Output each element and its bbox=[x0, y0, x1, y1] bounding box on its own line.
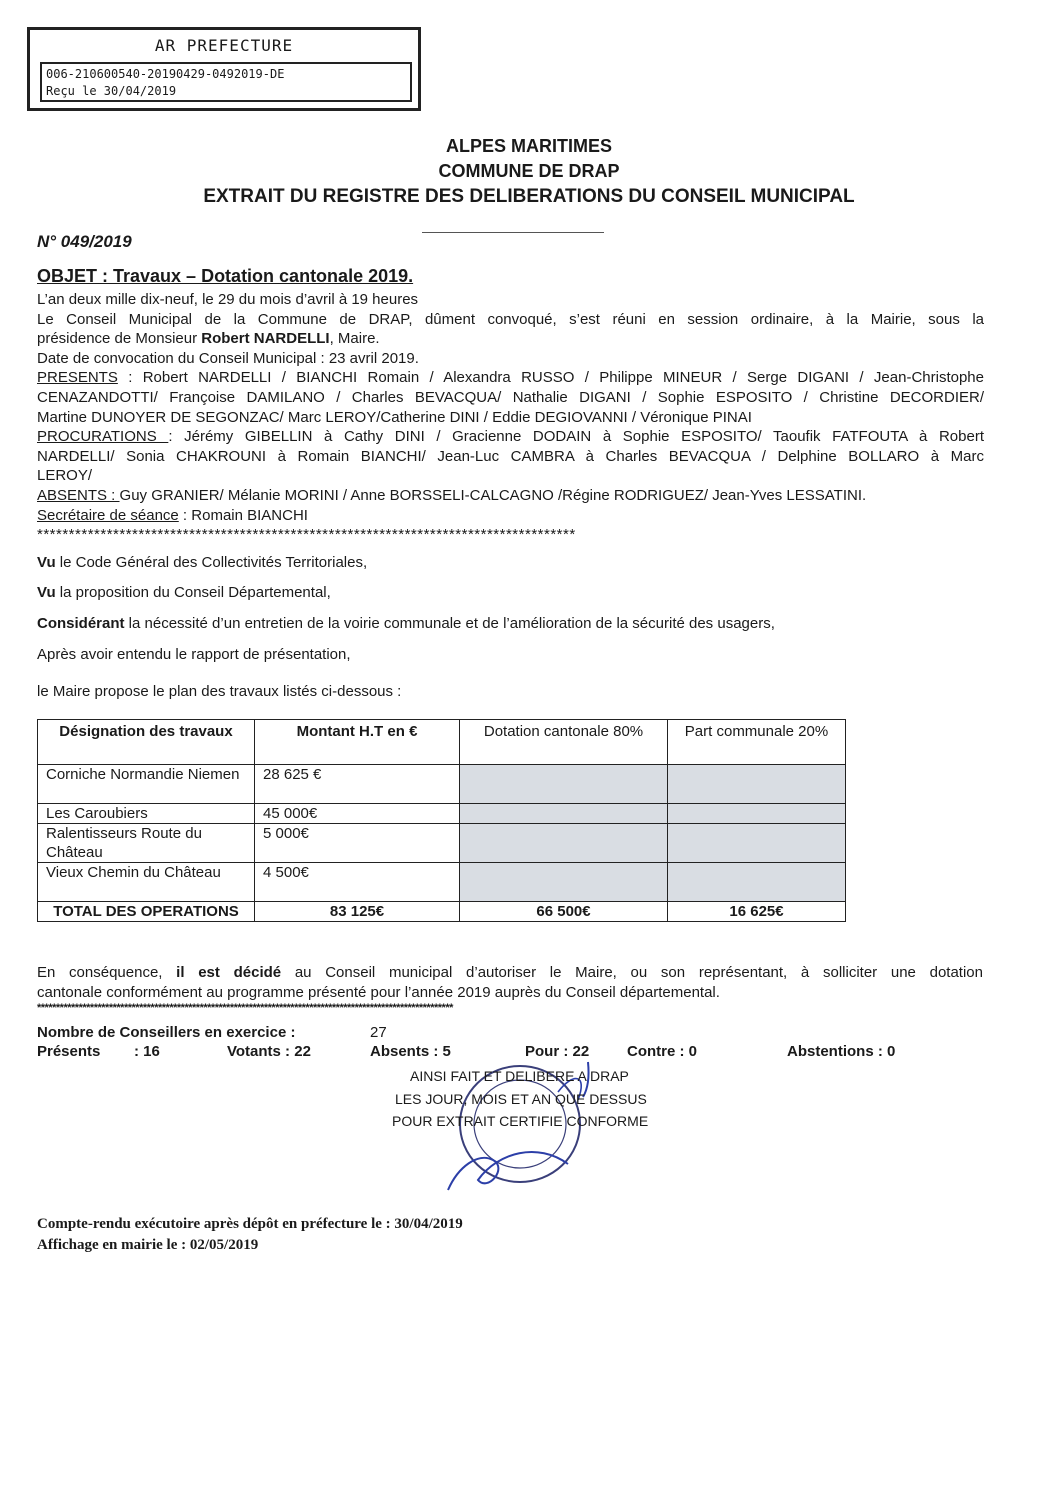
table-row bbox=[38, 804, 846, 824]
table-row bbox=[38, 824, 846, 863]
presents-label: PRESENTS bbox=[37, 369, 118, 387]
convocation-date: Date de convocation du Conseil Municipal : 23 avril 2019. bbox=[37, 349, 419, 367]
pour-count: Pour : 22 bbox=[525, 1043, 590, 1060]
dotation-header-text: Dotation cantonale 80% bbox=[483, 723, 644, 740]
abstentions-count: Abstentions : 0 bbox=[787, 1043, 896, 1060]
row-part bbox=[668, 863, 846, 902]
stamp-reference: 006-210600540-20190429-0492019-DE bbox=[46, 67, 285, 81]
objet-title: OBJET : Travaux – Dotation cantonale 2019. bbox=[37, 266, 414, 286]
row-part bbox=[668, 824, 846, 863]
vu-text-1: le Code Général des Collectivités Territoriales, bbox=[55, 554, 368, 571]
presents-line-3: Martine DUNOYER DE SEGONZAC/ Marc LEROY/Catherine DINI / Eddie DEGIOVANNI / Véronique PINAI bbox=[37, 408, 752, 426]
consequence-bold: il est décidé bbox=[176, 964, 282, 981]
separator-stars: ************************************************************************************* bbox=[37, 526, 576, 544]
stamp-received-date: Reçu le 30/04/2019 bbox=[46, 84, 177, 98]
header-department: ALPES MARITIMES bbox=[445, 136, 612, 156]
row-designation: Corniche Normandie Niemen bbox=[38, 765, 255, 804]
ar-prefecture-stamp bbox=[27, 27, 421, 111]
vu-text-2: la proposition du Conseil Départemental, bbox=[55, 584, 331, 601]
row-montant: 45 000€ bbox=[255, 804, 460, 824]
conseil-line-2 bbox=[37, 329, 984, 349]
conseil-line-1: Le Conseil Municipal de la Commune de DRAP, dûment convoqué, s’est réuni en session ordinaire, à la Mairie, sous la bbox=[37, 310, 984, 328]
total-montant: 83 125€ bbox=[255, 902, 460, 922]
consequence-pre: En conséquence, bbox=[37, 964, 177, 981]
procurations-line-1 bbox=[37, 427, 984, 447]
conseil-line-2-pre: présidence de Monsieur bbox=[37, 330, 202, 348]
row-montant: 28 625 € bbox=[255, 765, 460, 804]
row-designation: Ralentisseurs Route du Château bbox=[38, 824, 255, 863]
conseillers-exercice-value: 27 bbox=[370, 1024, 387, 1041]
row-dotation bbox=[460, 863, 668, 902]
presents-line-1 bbox=[37, 368, 984, 388]
president-name: Robert NARDELLI bbox=[201, 330, 330, 348]
vu-label-1: Vu bbox=[37, 554, 56, 571]
consequence-line-1 bbox=[37, 963, 983, 983]
row-dotation bbox=[460, 824, 668, 863]
total-label: TOTAL DES OPERATIONS bbox=[38, 902, 255, 922]
row-designation: Les Caroubiers bbox=[38, 804, 255, 824]
part-header-text: Part communale 20% bbox=[684, 723, 829, 740]
col-header-part bbox=[668, 720, 846, 765]
consequence-line-2: cantonale conformément au programme présenté pour l’année 2019 auprès du Conseil départemental. bbox=[37, 983, 720, 1001]
table-header-row bbox=[38, 720, 846, 765]
col-header-montant: Montant H.T en € bbox=[255, 720, 460, 765]
col-header-designation: Désignation des travaux bbox=[38, 720, 255, 765]
compte-rendu-executoire: Compte-rendu exécutoire après dépôt en préfecture le : 30/04/2019 bbox=[37, 1216, 463, 1232]
table-row bbox=[38, 765, 846, 804]
total-dotation: 66 500€ bbox=[460, 902, 668, 922]
votants-count: Votants : 22 bbox=[227, 1043, 311, 1060]
consequence-post: au Conseil municipal d’autoriser le Maire, ou son représentant, à solliciter une dotation bbox=[281, 964, 983, 981]
closing-line-1: AINSI FAIT ET DELIBERE A DRAP bbox=[410, 1068, 629, 1084]
presents-count-value: : 16 bbox=[134, 1043, 160, 1060]
secretaire-label: Secrétaire de séance bbox=[37, 506, 179, 524]
closing-line-2: LES JOUR, MOIS ET AN QUE DESSUS bbox=[395, 1091, 647, 1107]
closing-line-3: POUR EXTRAIT CERTIFIE CONFORME bbox=[392, 1113, 649, 1129]
considerant-text: la nécessité d’un entretien de la voirie communale et de l’amélioration de la sécurité des usagers, bbox=[124, 615, 775, 632]
absents-line bbox=[37, 486, 984, 506]
conseil-line-2-post: , Maire. bbox=[329, 330, 380, 348]
presents-count-label: Présents bbox=[37, 1043, 101, 1060]
row-montant: 5 000€ bbox=[255, 824, 460, 863]
header-title: EXTRAIT DU REGISTRE DES DELIBERATIONS DU CONSEIL MUNICIPAL bbox=[203, 186, 855, 207]
vu-code bbox=[37, 553, 367, 573]
procurations-text-1: : Jérémy GIBELLIN à Cathy DINI / Gracienne DODAIN à Sophie ESPOSITO/ Taoufik FATFOUTA à Robert bbox=[168, 428, 984, 446]
stamp-title: AR PREFECTURE bbox=[154, 36, 294, 55]
row-dotation bbox=[460, 804, 668, 824]
total-part: 16 625€ bbox=[668, 902, 846, 922]
row-dotation bbox=[460, 765, 668, 804]
row-montant: 4 500€ bbox=[255, 863, 460, 902]
absents-count: Absents : 5 bbox=[370, 1043, 451, 1060]
absents-label: ABSENTS : bbox=[37, 486, 120, 504]
absents-text: Guy GRANIER/ Mélanie MORINI / Anne BORSSELI-CALCAGNO /Régine RODRIGUEZ/ Jean-Yves LESSATINI. bbox=[119, 486, 867, 504]
apres-rapport: Après avoir entendu le rapport de présentation, bbox=[37, 646, 351, 663]
procurations-line-2: NARDELLI/ Sonia CHAKROUNI à Romain BIANCHI/ Jean-Luc CAMBRA à Charles BEVACQUA / Delphine BOLLARO à Marc bbox=[37, 447, 984, 465]
procurations-line-3: LEROY/ bbox=[37, 467, 93, 485]
header-commune: COMMUNE DE DRAP bbox=[438, 161, 620, 181]
col-header-dotation bbox=[460, 720, 668, 765]
stamp-reference-box bbox=[40, 62, 412, 102]
session-date: L’an deux mille dix-neuf, le 29 du mois d’avril à 19 heures bbox=[37, 291, 419, 308]
considerant-label: Considérant bbox=[37, 615, 125, 632]
consequence-block bbox=[37, 963, 983, 1002]
presents-line-2: CENAZANDOTTI/ Françoise DAMILANO / Charles BEVACQUA/ Nathalie DIGANI / Sophie ESPOSITO / Christine DECORDIER/ bbox=[37, 388, 984, 406]
separator-stars-2: ************************************************************************************************************** bbox=[37, 1002, 453, 1014]
secretaire-text: : Romain BIANCHI bbox=[178, 506, 308, 524]
considerant bbox=[37, 614, 775, 634]
vu-label-2: Vu bbox=[37, 584, 56, 601]
row-designation: Vieux Chemin du Château bbox=[38, 863, 255, 902]
deliberation-number: N° 049/2019 bbox=[37, 232, 132, 251]
vu-proposition bbox=[37, 583, 331, 603]
row-part bbox=[668, 804, 846, 824]
presents-text-1: : Robert NARDELLI / BIANCHI Romain / Alexandra RUSSO / Philippe MINEUR / Serge DIGANI / Jean-Christophe bbox=[117, 369, 984, 387]
header-divider bbox=[422, 232, 604, 233]
secretaire-line bbox=[37, 506, 984, 526]
works-table bbox=[37, 719, 846, 922]
table-row bbox=[38, 863, 846, 902]
table-total-row bbox=[38, 902, 846, 922]
affichage-mairie: Affichage en mairie le : 02/05/2019 bbox=[37, 1237, 259, 1253]
contre-count: Contre : 0 bbox=[627, 1043, 698, 1060]
intro-block bbox=[37, 290, 984, 545]
row-part bbox=[668, 765, 846, 804]
procurations-label: PROCURATIONS bbox=[37, 428, 169, 446]
maire-propose: le Maire propose le plan des travaux listés ci-dessous : bbox=[37, 683, 402, 700]
conseillers-exercice-label: Nombre de Conseillers en exercice : bbox=[37, 1024, 296, 1041]
